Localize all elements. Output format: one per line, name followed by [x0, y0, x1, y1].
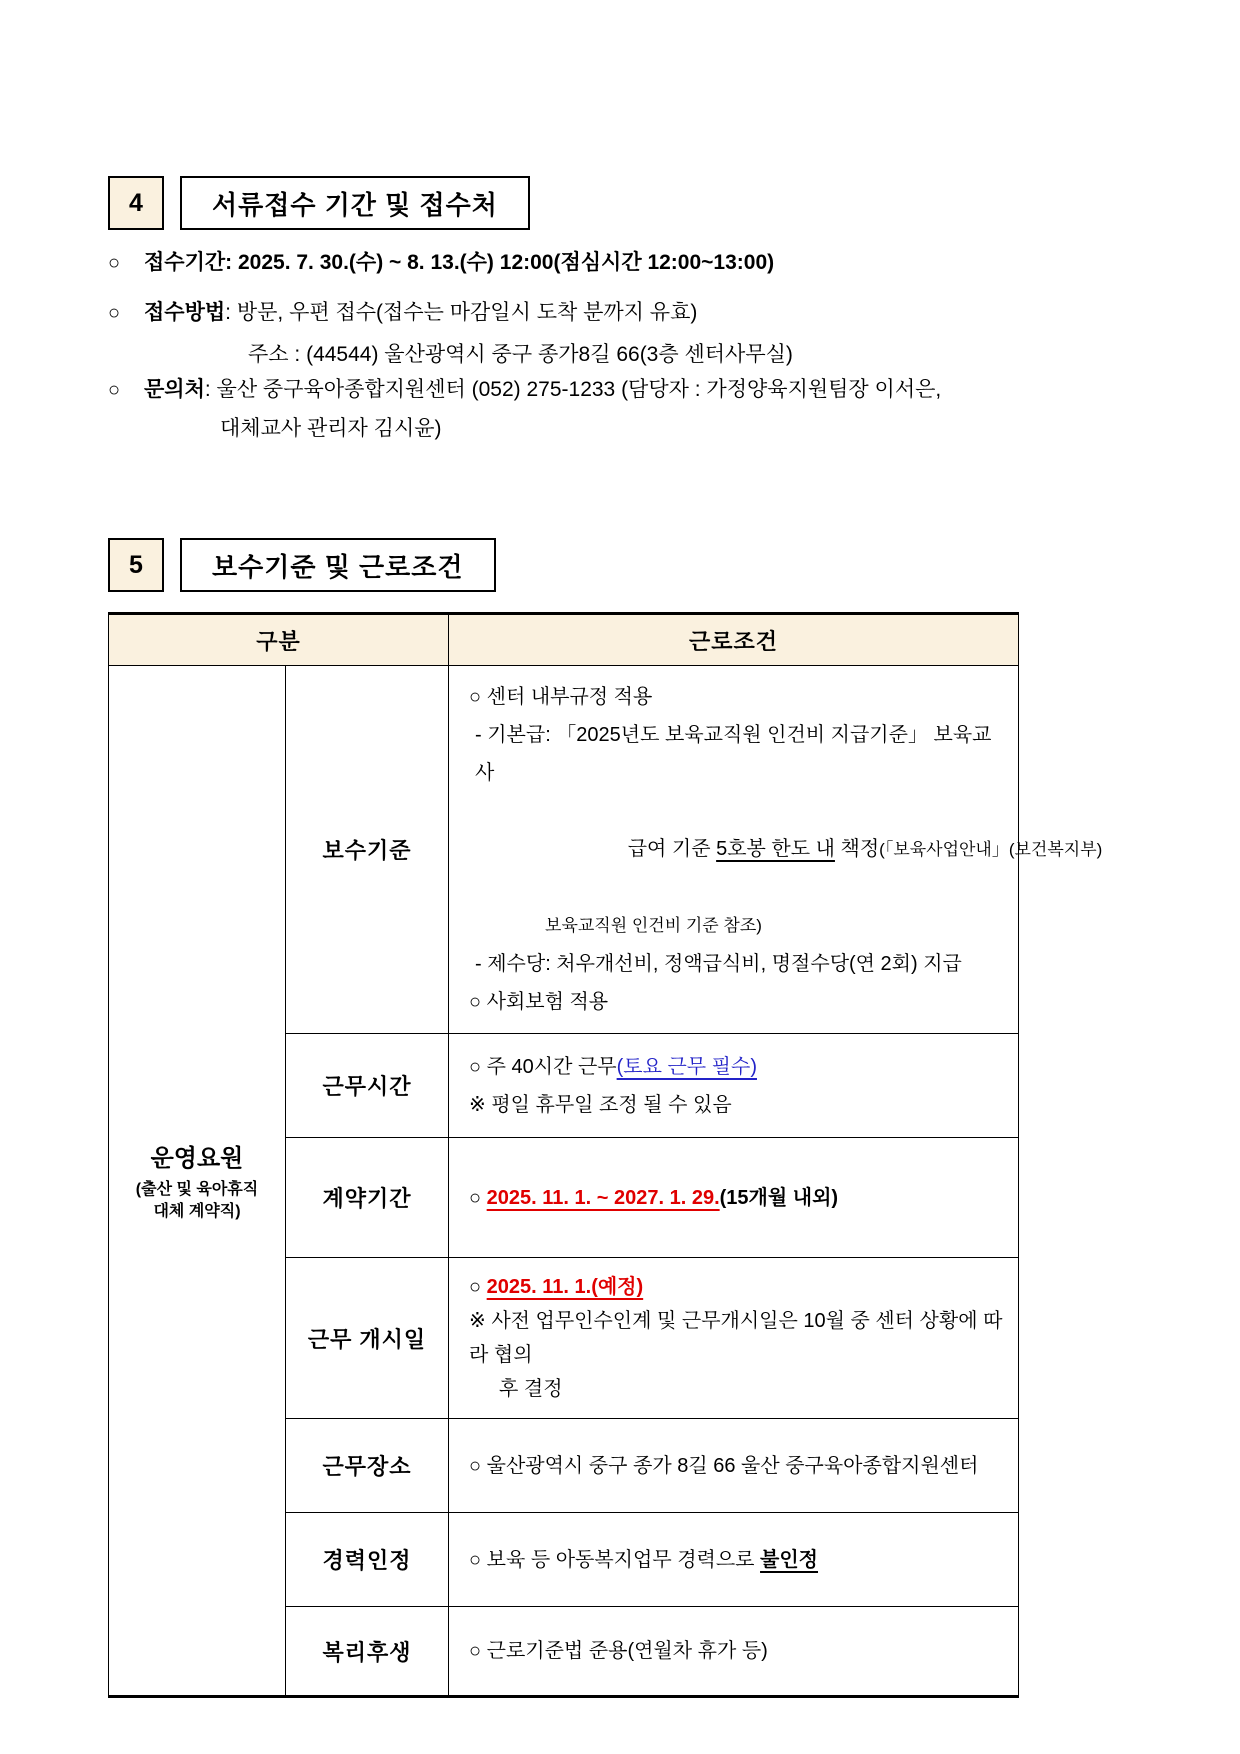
contact-line — [108, 375, 1128, 405]
row-content-contract — [449, 1138, 1019, 1258]
row-content-career — [449, 1513, 1019, 1607]
section4-number-box: 4 — [108, 176, 164, 230]
reception-method-line — [108, 298, 1128, 328]
row-label-contract: 계약기간 — [286, 1138, 449, 1258]
career-line-1-highlight: 불인정 — [760, 1548, 819, 1571]
contract-suffix: (15개월 내외) — [719, 1186, 839, 1209]
group-cell-operating-staff — [109, 666, 286, 1697]
reception-period-label: 접수기간 — [144, 251, 226, 274]
row-label-start-date: 근무 개시일 — [286, 1258, 449, 1419]
contract-line-1 — [469, 1179, 1008, 1217]
contact-value: : 울산 중구육아종합지원센터 (052) 275-1233 (담당자 : 가정양육지원팀장 이서은, — [204, 378, 942, 401]
start-date-line-3: 후 결정 — [499, 1378, 563, 1400]
contract-marker: ○ — [469, 1186, 487, 1209]
welfare-line-1: ○ 근로기준법 준용(연월차 휴가 등) — [469, 1640, 768, 1662]
start-date-value: 2025. 11. 1.(예정) — [486, 1276, 644, 1298]
row-label-welfare: 복리후생 — [286, 1607, 449, 1697]
section4-header — [108, 176, 1240, 230]
start-date-line-1 — [469, 1270, 1008, 1304]
hours-line-1 — [469, 1048, 1008, 1086]
start-date-line-2: ※ 사전 업무인수인계 및 근무개시일은 10월 중 센터 상황에 따라 협의 — [469, 1310, 1003, 1366]
table-header-row — [109, 614, 1019, 666]
group-main-label: 운영요원 — [150, 1145, 244, 1173]
pay-line-3-text2: 책정 — [834, 838, 880, 860]
bullet-circle-icon: ○ — [108, 379, 121, 401]
work-conditions-table — [108, 612, 1103, 1698]
group-sub-label-1: (출산 및 육아휴직 — [135, 1181, 259, 1199]
pay-line-1: ○ 센터 내부규정 적용 — [469, 686, 653, 708]
table-row-pay — [109, 666, 1019, 1034]
pay-line-6: ○ 사회보험 적용 — [469, 991, 609, 1013]
contract-dates: 2025. 11. 1. ~ 2027. 1. 29. — [486, 1186, 720, 1209]
bullet-circle-icon: ○ — [108, 252, 121, 274]
hours-line-1-text: ○ 주 40시간 근무 — [469, 1055, 617, 1078]
group-sub-label-2: 대체 계약직) — [153, 1203, 241, 1220]
pay-line-3-underlined: 5호봉 한도 내 — [716, 838, 835, 860]
career-line-1 — [469, 1541, 1008, 1579]
row-label-workplace: 근무장소 — [286, 1419, 449, 1513]
pay-line-3-text: 급여 기준 — [627, 838, 717, 860]
workplace-line-1: ○ 울산광역시 중구 종가 8길 66 울산 중구육아종합지원센터 — [469, 1454, 979, 1477]
hours-line-1-highlight: (토요 근무 필수) — [616, 1055, 757, 1078]
reception-period-value: : 2025. 7. 30.(수) ~ 8. 13.(수) 12:00(점심시간 12:00~13:00) — [225, 251, 775, 274]
career-line-1-text: ○ 보육 등 아동복지업무 경력으로 — [469, 1548, 761, 1571]
header-cell-conditions: 근로조건 — [449, 614, 1019, 666]
contact-label: 문의처 — [144, 378, 205, 401]
reception-method-label: 접수방법 — [144, 301, 226, 324]
pay-line-2: - 기본급: 「2025년도 보육교직원 인건비 지급기준」 보육교사 — [475, 724, 992, 784]
pay-line-3 — [469, 792, 1103, 907]
section5-number-box: 5 — [108, 538, 164, 592]
contact-continuation-line: 대체교사 관리자 김시윤) — [220, 417, 442, 440]
reception-address-line: 주소 : (44544) 울산광역시 중구 종가8길 66(3층 센터사무실) — [248, 343, 793, 366]
section5-title: 보수기준 및 근로조건 — [180, 538, 496, 592]
section4-body — [108, 248, 1128, 444]
row-label-career: 경력인정 — [286, 1513, 449, 1607]
section5-header — [108, 538, 1240, 592]
row-content-workplace — [449, 1419, 1019, 1513]
reception-period-line — [108, 248, 1128, 278]
pay-line-4: 보육교직원 인건비 기준 참조) — [545, 916, 762, 935]
pay-line-5: - 제수당: 처우개선비, 정액급식비, 명절수당(연 2회) 지급 — [475, 953, 962, 975]
row-label-pay: 보수기준 — [286, 666, 449, 1034]
row-content-pay — [449, 666, 1103, 1034]
row-content-welfare — [449, 1607, 1019, 1697]
section4-title: 서류접수 기간 및 접수처 — [180, 176, 530, 230]
row-label-hours: 근무시간 — [286, 1034, 449, 1138]
row-content-hours — [449, 1034, 1019, 1138]
reception-method-value: : 방문, 우편 접수(접수는 마감일시 도착 분까지 유효) — [225, 301, 698, 324]
start-date-marker: ○ — [469, 1276, 487, 1298]
bullet-circle-icon: ○ — [108, 302, 121, 324]
hours-line-2: ※ 평일 휴무일 조정 될 수 있음 — [469, 1093, 732, 1116]
header-cell-category: 구분 — [109, 614, 449, 666]
row-content-start-date — [449, 1258, 1019, 1419]
pay-line-3-small: (「보육사업안내」(보건복지부) — [879, 840, 1103, 859]
